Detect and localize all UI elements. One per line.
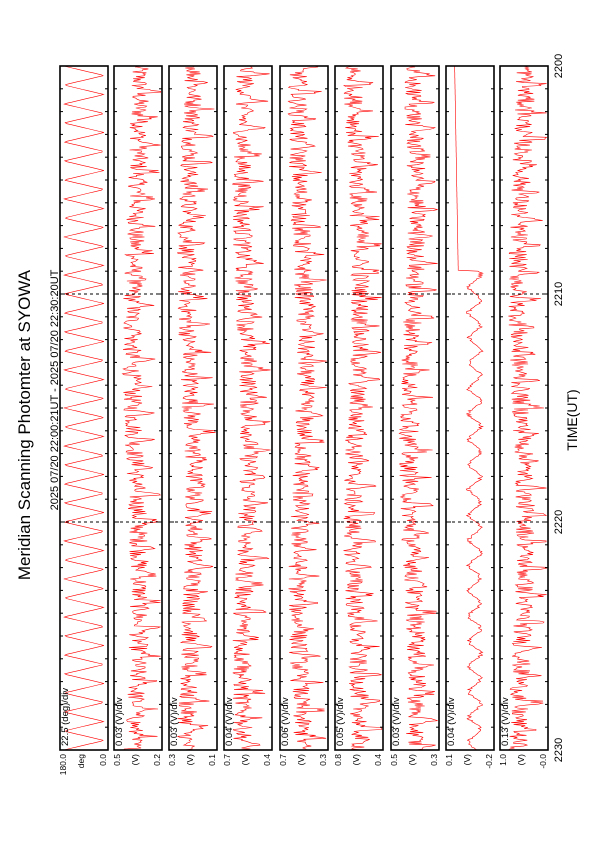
panel-5-bottom-value: 0.3 [318,754,328,766]
panel-3-bottom-value: 0.1 [207,754,217,766]
chart-subtitle: 2025 07/20 22:00:21UT - 2025 07/20 22:30:20UT [49,269,61,511]
panel-8-top-value: 0.1 [444,754,454,766]
panel-8-scale: 0.04 (V)/div [446,697,457,746]
panel-6-top-value: 0.8 [333,754,343,766]
panel-7 [389,66,439,766]
panel-7-scale: 0.03 (V)/div [391,697,402,746]
panel-6-trace [344,66,382,750]
panel-4-scale: 0.04 (V)/div [224,697,235,746]
panel-2-scale: 0.03 (V)/div [114,697,125,746]
panel-7-top-value: 0.5 [389,754,399,766]
panel-9-trace [508,66,546,750]
panel-3-unit: (V) [185,754,195,766]
panel-1-unit: deg [76,754,86,769]
panel-7-unit: (V) [407,754,417,766]
x-axis-label: TIME(UT) [564,389,580,451]
panel-9-scale: 0.13 (V)/div [500,697,511,746]
panel-2-trace [123,66,161,750]
panel-group [58,66,548,775]
panel-1-bottom-value: 0.0 [98,754,108,766]
panel-3-top-value: 0.3 [167,754,177,766]
panel-9-top-value: 1.0 [498,754,508,766]
panel-1 [58,66,108,775]
panel-6-unit: (V) [351,754,361,766]
panel-7-frame [391,66,439,750]
panel-7-trace [399,66,437,750]
x-tick-2210: 2210 [553,281,565,307]
panel-5 [278,66,328,766]
x-tick-2230: 2230 [553,737,565,763]
panel-9-unit: (V) [516,754,526,766]
panel-3-scale: 0.03 (V)/div [169,697,180,746]
panel-5-top-value: 0.7 [278,754,288,766]
panel-8-bottom-value: -0.2 [484,754,494,769]
panel-6-bottom-value: 0.4 [373,754,383,766]
x-tick-2200: 2200 [553,53,565,79]
panel-4-unit: (V) [240,754,250,766]
panel-2 [112,66,162,766]
panel-7-bottom-value: 0.3 [429,754,439,766]
panel-8-trace [455,66,483,750]
panel-4 [222,66,272,766]
panel-5-unit: (V) [296,754,306,766]
panel-8-frame [446,66,494,750]
panel-5-trace [288,66,326,750]
panel-5-scale: 0.06 (V)/div [280,697,291,746]
panel-6-scale: 0.05 (V)/div [335,697,346,746]
panel-4-trace [232,66,270,750]
panel-8 [444,66,494,769]
panel-1-trace [64,66,104,750]
panel-1-scale: 22.5 (deg)/div [60,687,71,746]
panel-1-top-value: 180.0 [58,754,68,776]
panel-9-bottom-value: -0.0 [538,754,548,769]
panel-2-frame [114,66,162,750]
panel-4-bottom-value: 0.4 [262,754,272,766]
panel-6 [333,66,383,766]
panel-3-trace [178,66,216,750]
chart-title: Meridian Scanning Photomter at SYOWA [15,269,34,581]
panel-2-bottom-value: 0.2 [152,754,162,766]
panel-1-frame [60,66,108,750]
panel-2-top-value: 0.5 [112,754,122,766]
panel-3 [167,66,217,766]
panel-9 [498,66,548,769]
x-tick-2220: 2220 [553,509,565,535]
panel-2-unit: (V) [130,754,140,766]
panel-4-top-value: 0.7 [222,754,232,766]
panel-8-unit: (V) [462,754,472,766]
